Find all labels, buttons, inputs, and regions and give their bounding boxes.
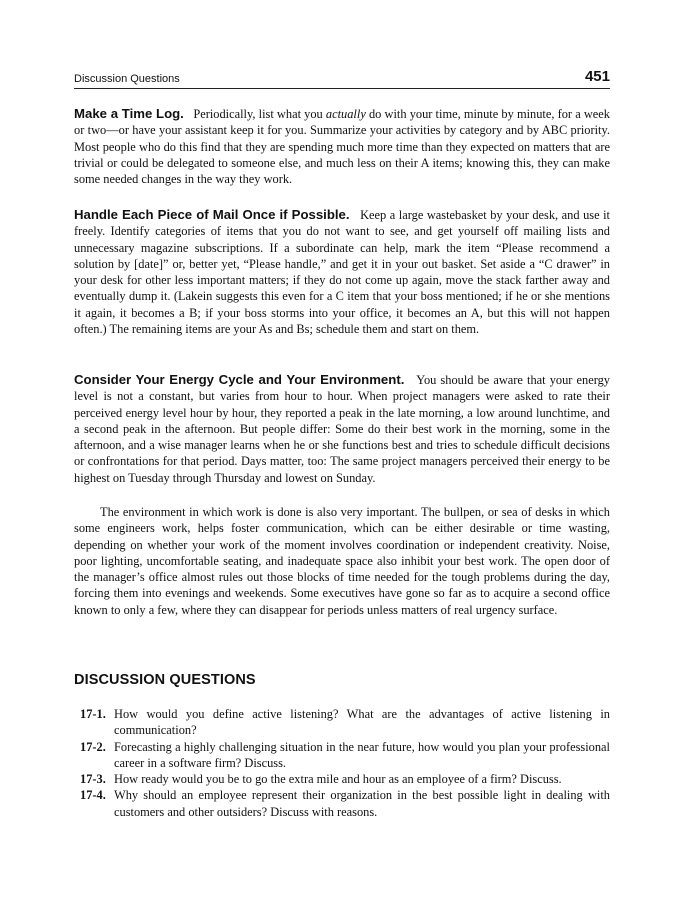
paragraph-text: do with your time, minute by minute, for a week or two—or have your assistant keep it for you. Summarize your activities by category and by ABC priority. Most people who do this find that they are spending much more time than they expected on matters that are trivial or could be delegated to someone else, and much less on their A items; knowing this, they can make some needed changes in the way they work. [74,107,610,187]
paragraph-text: Periodically, list what you [193,107,326,121]
discussion-question-list [74,706,610,820]
run-in-heading: Consider Your Energy Cycle and Your Environment. [74,372,405,387]
page-number: 451 [584,68,610,85]
run-in-heading: Make a Time Log. [74,106,184,121]
section-heading-discussion-questions: DISCUSSION QUESTIONS [74,672,256,688]
discussion-question [74,787,610,820]
header-rule [74,88,610,89]
paragraph-energy-cycle [74,372,610,486]
paragraph-handle-mail [74,207,610,337]
question-text: How would you define active listening? What are the advantages of active listening in communication? [114,707,610,738]
question-text: Why should an employee represent their organization in the best possible light in dealing with customers and other outsiders? Discuss with reasons. [114,788,610,819]
discussion-question [74,739,610,772]
question-number: 17-3. [80,772,106,787]
run-in-heading: Handle Each Piece of Mail Once if Possible. [74,207,350,222]
question-text: Forecasting a highly challenging situation in the near future, how would you plan your professional career in a software firm? Discuss. [114,739,610,770]
running-title: Discussion Questions [74,73,180,85]
paragraph-text: You should be aware that your energy level is not a constant, but varies from hour to hour. When project managers were asked to rate their perceived energy level hour by hour, they reported a peak in the late morning, a low around lunchtime, and a second peak in the afternoon. But people differ: Some do their best work in the morning, some in the afternoon, and a wise manager learns when he or she functions best and tries to schedule difficult decisions or confrontations for that period. Days matter, too: The same project managers perceived their energy to be highest on Tuesday through Thursday and lowest on Sunday. [74,373,611,485]
paragraph-time-log [74,106,610,187]
discussion-question [74,706,610,739]
paragraph-text: Keep a large wastebasket by your desk, and use it freely. Identify categories of items that you do not want to see, and get yourself off mailing lists and unnecessary magazine subscriptions. If a subordinate can help, mark the item “Please recommend a solution by [date]” or, better yet, “Please handle,” and get it in your out basket. Set aside a “C drawer” in your desk for other less important matters; if they do not come up again, move the stack farther away and eventually dump it. (Lakein suggests this even for a C item that your boss mentioned; if he or she mentions it again, it becomes a B; if your boss storms into your office, it becomes an A, but this will not happen often.) The remaining items are your As and Bs; schedule them and start on them. [74,208,610,337]
question-number: 17-1. [80,707,106,721]
question-number: 17-2. [80,739,106,754]
discussion-question [74,771,610,787]
question-text: How ready would you be to go the extra mile and hour as an employee of a firm? Discuss. [114,772,562,787]
paragraph-environment [74,504,610,618]
paragraph-text: The environment in which work is done is also very important. The bullpen, or sea of desks in which some engineers work, helps foster communication, which can be either desirable or time wasting, depending on whether your work of the moment involves coordination or independent creativity. Noise, poor lighting, uncomfortable seating, and inadequate space also inhibit your best work. The open door of the manager’s office almost rules out those blocks of time needed for the tough problems during the day, forcing them into evenings and weekends. Some executives have gone so far as to acquire a second office known to only a few, where they can disappear for periods unless matters of real urgency surface. [74,505,610,617]
emphasis-text: actually [325,107,366,121]
running-header [74,68,610,88]
question-number: 17-4. [80,788,106,803]
